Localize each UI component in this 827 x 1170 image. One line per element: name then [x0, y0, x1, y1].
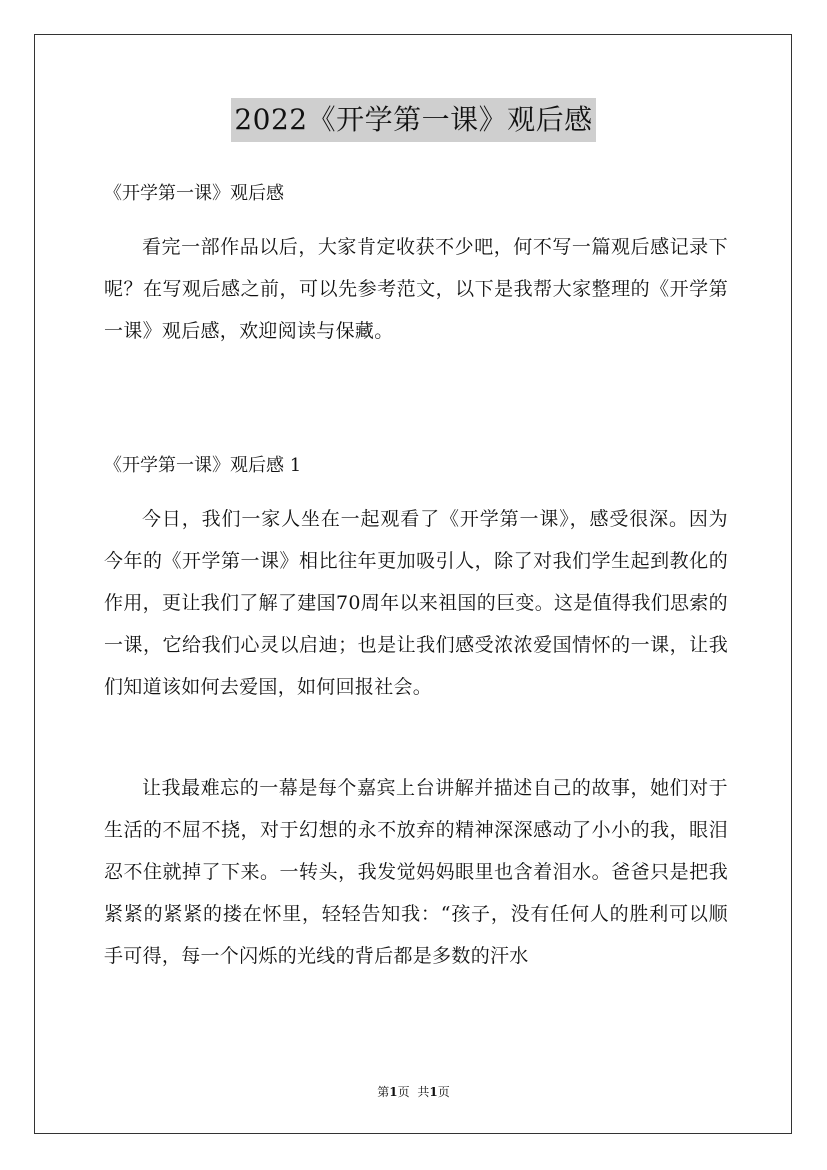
footer-total-suffix: 页: [437, 1085, 450, 1099]
footer-total-prefix: 共: [417, 1085, 430, 1099]
intro-paragraph: 看完一部作品以后，大家肯定收获不少吧，何不写一篇观后感记录下呢？在写观后感之前，可以先参考范文，以下是我帮大家整理的《开学第一课》观后感，欢迎阅读与保藏。: [104, 236, 728, 342]
footer-page-prefix: 第: [377, 1085, 390, 1099]
section-heading-1: 《开学第一课》观后感 1: [104, 455, 302, 476]
body-paragraph: 今日，我们一家人坐在一起观看了《开学第一课》，感受很深。因为今年的《开学第一课》相比往年更加吸引人，除了对我们学生起到教化的作用，更让我们了解了建国70周年以来祖国的巨变。这是值得我们思索的一课，它给我们心灵以启迪；也是让我们感受浓浓爱国情怀的一课，让我们知道该如何去爱国，如何回报社会。: [104, 508, 728, 698]
footer-total-number: 1: [429, 1085, 438, 1099]
body-paragraph: 让我最难忘的一幕是每个嘉宾上台讲解并描述自己的故事，她们对于生活的不屈不挠，对于幻想的永不放弃的精神深深感动了小小的我，眼泪忍不住就掉了下来。一转头，我发觉妈妈眼里也含着泪水。爸爸只是把我紧紧的紧紧的搂在怀里，轻轻告知我：“孩子，没有任何人的胜利可以顺手可得，每一个闪烁的光线的背后都是多数的汗水: [104, 777, 728, 967]
intro-heading: 《开学第一课》观后感: [104, 183, 284, 204]
document-title: 2022《开学第一课》观后感: [231, 98, 595, 142]
footer-page-suffix: 页: [397, 1085, 410, 1099]
footer-page-number: 1: [389, 1085, 398, 1099]
page-footer: [0, 1083, 827, 1101]
title-container: [0, 98, 827, 142]
